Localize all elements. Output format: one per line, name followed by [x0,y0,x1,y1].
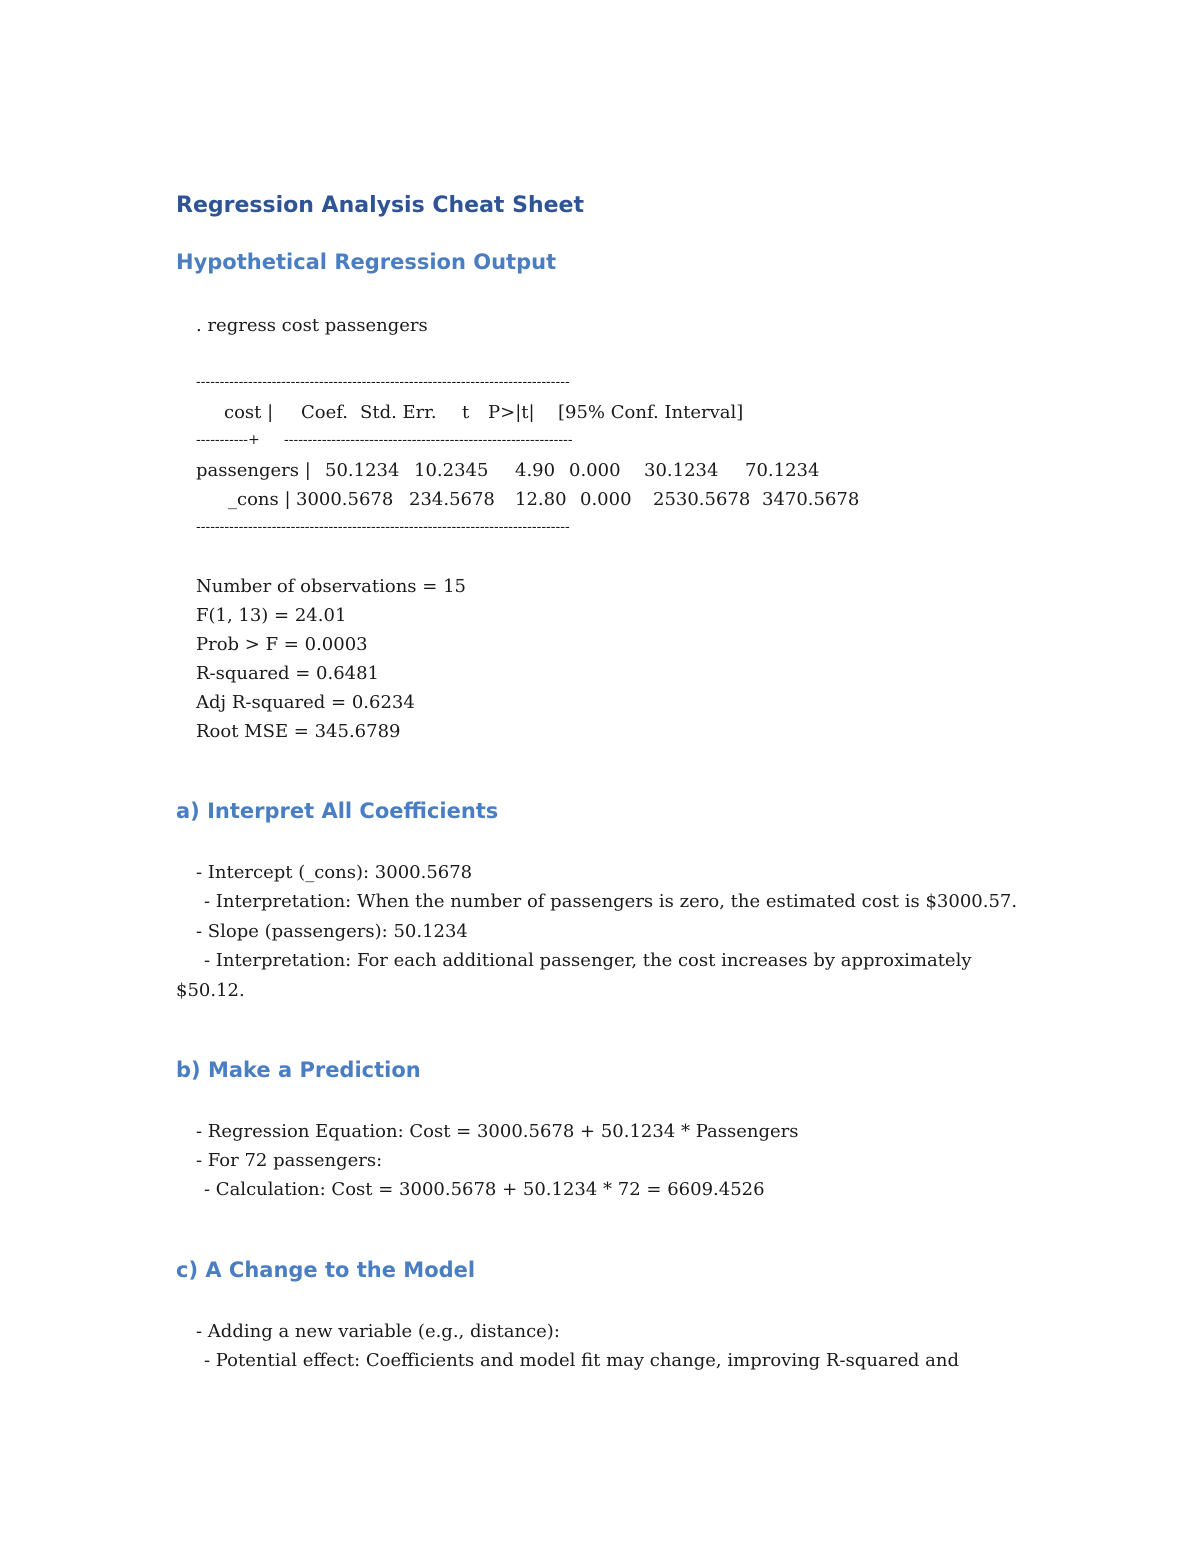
row-ci-high: 70.1234 [745,460,820,481]
row-t: 4.90 [515,460,556,481]
row-coef: 3000.5678 [296,489,394,510]
header-coef: Coef. [301,402,349,423]
row-ci-low: 2530.5678 [653,489,751,510]
header-ci: [95% Conf. Interval] [558,402,744,423]
list-item: - Interpretation: For each additional passenger, the cost increases by approximately [204,950,972,971]
header-var: cost | [224,402,274,423]
page-title: Regression Analysis Cheat Sheet [176,193,584,218]
section-heading-output: Hypothetical Regression Output [176,250,557,274]
table-rule-top: ------------------------------------------------------------------------------- [196,374,570,390]
section-heading-b: b) Make a Prediction [176,1058,421,1082]
header-t: t [462,402,470,423]
row-var: _cons | [228,489,291,510]
row-se: 234.5678 [409,489,495,510]
stat-line: Prob > F = 0.0003 [196,634,368,655]
stat-line: Number of observations = 15 [196,576,466,597]
row-var: passengers | [196,460,311,481]
list-item: - For 72 passengers: [196,1150,383,1171]
list-item: - Interpretation: When the number of passengers is zero, the estimated cost is $3000.57. [204,891,1018,912]
row-p: 0.000 [580,489,632,510]
stat-line: F(1, 13) = 24.01 [196,605,347,626]
section-heading-a: a) Interpret All Coefficients [176,799,499,823]
row-ci-low: 30.1234 [644,460,719,481]
row-t: 12.80 [515,489,567,510]
table-rule-mid-left: -----------+ [196,432,260,448]
list-item: - Slope (passengers): 50.1234 [196,921,468,942]
stat-line: Root MSE = 345.6789 [196,721,401,742]
table-rule-mid-right: ------------------------------------------------------------- [284,432,573,448]
list-item: - Regression Equation: Cost = 3000.5678 + 50.1234 * Passengers [196,1121,799,1142]
header-p: P>|t| [488,402,535,423]
list-item: - Calculation: Cost = 3000.5678 + 50.1234 * 72 = 6609.4526 [204,1179,765,1200]
header-se: Std. Err. [360,402,437,423]
row-coef: 50.1234 [325,460,400,481]
stat-line: R-squared = 0.6481 [196,663,380,684]
list-item: - Intercept (_cons): 3000.5678 [196,862,473,883]
list-item-continuation: $50.12. [176,980,245,1001]
regress-command: . regress cost passengers [196,315,428,336]
list-item: - Adding a new variable (e.g., distance): [196,1321,560,1342]
row-p: 0.000 [569,460,621,481]
stat-line: Adj R-squared = 0.6234 [196,692,415,713]
section-heading-c: c) A Change to the Model [176,1258,476,1282]
row-se: 10.2345 [414,460,489,481]
list-item: - Potential effect: Coefficients and model fit may change, improving R-squared and [204,1350,959,1371]
row-ci-high: 3470.5678 [762,489,860,510]
table-rule-bottom: ------------------------------------------------------------------------------- [196,519,570,535]
